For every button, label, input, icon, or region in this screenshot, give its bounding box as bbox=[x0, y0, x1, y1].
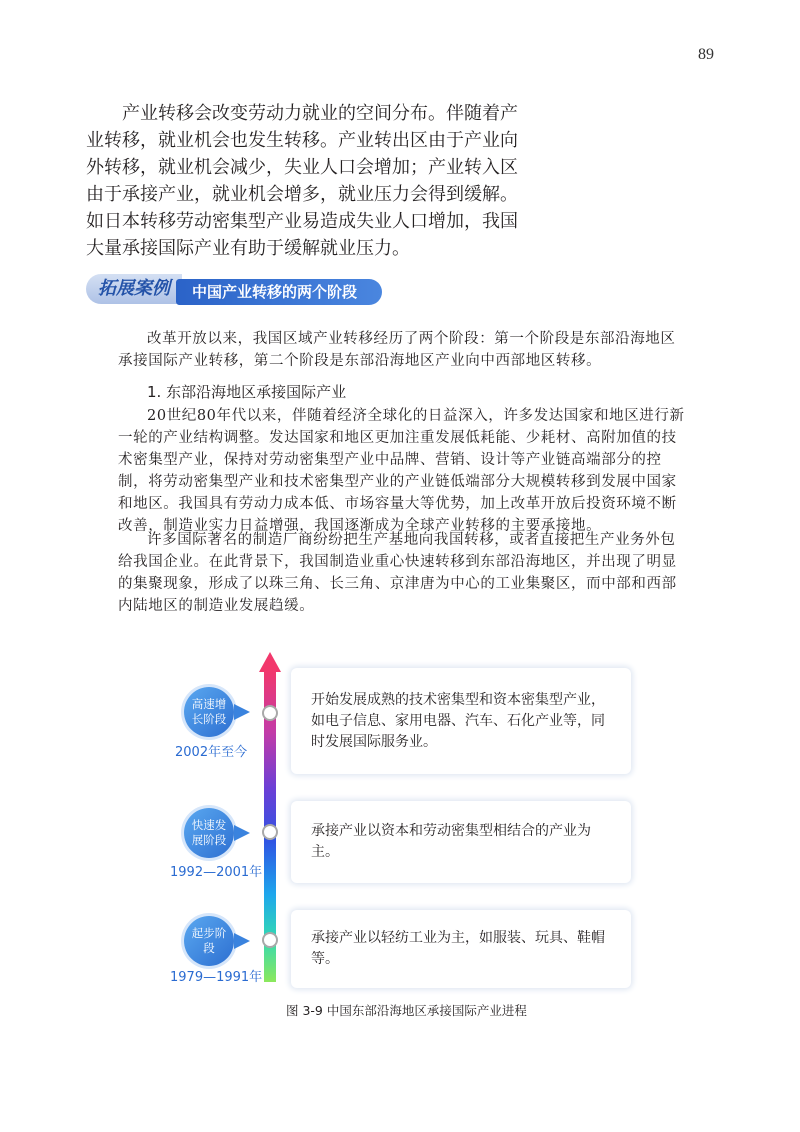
case-paragraph-1-text: 20世纪80年代以来，伴随着经济全球化的日益深入，许多发达国家和地区进行新一轮的产业结构调整。发达国家和地区更加注重发展低耗能、少耗材、高附加值的技术密集型产业，保持对劳动密集型产业中品牌、营销、设计等产业链高端部分的控制，将劳动密集型产业和技术密集型产业的产业链低端部分大规模转移到发展中国家和地区。我国具有劳动力成本低、市场容量大等优势，加上改革开放后投资环境不断改善，制造业实力日益增强，我国逐渐成为全球产业转移的主要承接地。 bbox=[118, 408, 685, 534]
stage-period: 1992—2001年 bbox=[170, 865, 263, 880]
case-paragraph-2-text: 许多国际著名的制造厂商纷纷把生产基地向我国转移，或者直接把生产业务外包给我国企业。在此背景下，我国制造业重心快速转移到东部沿海地区，并出现了明显的集聚现象，形成了以珠三角、长三角、京津唐为中心的工业集聚区，而中部和西部内陆地区的制造业发展趋缓。 bbox=[118, 532, 677, 614]
timeline-node bbox=[262, 824, 278, 840]
stage-label-bubble bbox=[184, 808, 234, 858]
stage-label-bubble bbox=[184, 916, 234, 966]
page-number: 89 bbox=[698, 46, 714, 63]
case-lead bbox=[118, 328, 686, 372]
case-paragraph-2 bbox=[118, 529, 686, 617]
stage-description-box bbox=[291, 668, 631, 774]
intro-paragraph bbox=[86, 100, 532, 262]
intro-text: 产业转移会改变劳动力就业的空间分布。伴随着产业转移，就业机会也发生转移。产业转出区由于产业向外转移，就业机会减少，失业人口会增加；产业转入区由于承接产业，就业机会增多，就业压力会得到缓解。如日本转移劳动密集型产业易造成失业人口增加，我国大量承接国际产业有助于缓解就业压力。 bbox=[86, 103, 518, 259]
stage-label: 高速增长阶段 bbox=[191, 697, 227, 726]
timeline-node bbox=[262, 705, 278, 721]
stage-description-box bbox=[291, 910, 631, 988]
stage-description: 承接产业以资本和劳动密集型相结合的产业为主。 bbox=[311, 823, 591, 860]
timeline-node bbox=[262, 932, 278, 948]
stage-label: 快速发展阶段 bbox=[191, 818, 227, 847]
case-paragraph-1 bbox=[118, 405, 686, 537]
stage-label: 起步阶段 bbox=[191, 926, 227, 955]
case-lead-text: 改革开放以来，我国区域产业转移经历了两个阶段：第一个阶段是东部沿海地区承接国际产业转移，第二个阶段是东部沿海地区产业向中西部地区转移。 bbox=[118, 331, 676, 369]
timeline-arrowhead bbox=[259, 652, 281, 672]
case-tag: 拓展案例 bbox=[86, 274, 182, 304]
stage-period: 1979—1991年 bbox=[170, 970, 263, 985]
stage-label-bubble bbox=[184, 687, 234, 737]
figure-caption: 图 3-9 中国东部沿海地区承接国际产业进程 bbox=[286, 1003, 527, 1018]
stage-description: 承接产业以轻纺工业为主，如服装、玩具、鞋帽等。 bbox=[311, 930, 605, 967]
case-title: 中国产业转移的两个阶段 bbox=[176, 279, 382, 305]
section-heading: 1. 东部沿海地区承接国际产业 bbox=[147, 383, 347, 401]
stage-description: 开始发展成熟的技术密集型和资本密集型产业，如电子信息、家用电器、汽车、石化产业等，同时发展国际服务业。 bbox=[311, 691, 605, 750]
stage-period: 2002年至今 bbox=[175, 745, 248, 760]
case-banner bbox=[86, 272, 386, 308]
stage-description-box bbox=[291, 801, 631, 883]
